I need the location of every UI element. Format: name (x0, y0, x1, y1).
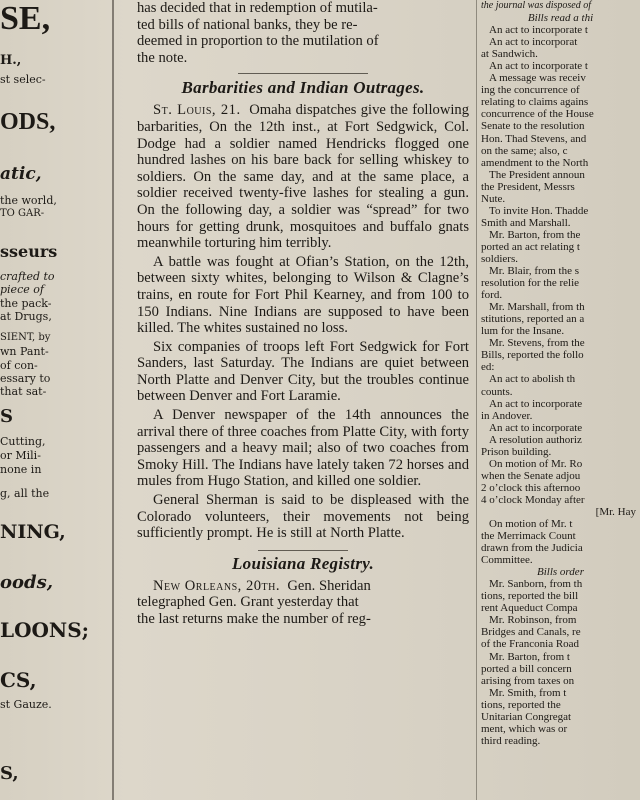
section-divider (238, 73, 368, 74)
dateline: St. Louis, 21. (153, 102, 241, 119)
right-column-line: An act to incorporat (489, 36, 578, 49)
right-column-line: tions, reported the bill (481, 590, 579, 603)
left-column-fragment (0, 0, 104, 800)
left-heading-6: NING, (0, 521, 66, 543)
article-headline: Barbarities and Indian Outrages. (181, 78, 425, 98)
right-column-line: Senate to the resolution (481, 120, 585, 133)
middle-column (137, 0, 469, 800)
right-column-line: relating to claims agains (481, 96, 589, 109)
intro-line: has decided that in redemption of mutila- (137, 0, 378, 16)
left-line: essary to (0, 372, 51, 385)
right-column-line: Mr. Smith, from t (489, 686, 567, 699)
right-column-line: the President, Messrs (481, 180, 575, 193)
left-line: g, all the (0, 487, 50, 500)
left-line: the pack- (0, 297, 52, 310)
right-column-line: Mr. Sanborn, from th (489, 578, 583, 591)
right-column-line: To invite Hon. Thadde (489, 204, 589, 217)
right-column-line: at Sandwich. (481, 48, 538, 61)
right-column-line: Mr. Stevens, from the (489, 337, 585, 350)
left-line: Cutting, (0, 435, 46, 448)
left-heading-5: S (0, 406, 13, 427)
article-paragraph: A battle was fought at Ofian’s Station, on the 12th, between sixty whites, belonging to Wilson & Clagne’s trains, en route for Fort Phil Kearney, and from 100 to 150 Indians. Nine Indians are supposed to have been killed. The whites sustained no loss. (137, 253, 469, 337)
right-column-line: concurrence of the House (481, 108, 594, 121)
right-column-line: Prison building. (481, 445, 552, 458)
right-column-line: lum for the Insane. (481, 325, 565, 338)
intro-continuation (137, 0, 469, 66)
article-line: telegraphed Gen. Grant yesterday that (137, 594, 359, 611)
right-column-line: [Mr. Hay (595, 505, 636, 518)
right-column-line: ing the concurrence of (481, 84, 580, 97)
article-paragraph (137, 578, 469, 595)
right-column-line: 4 o’clock Monday after (481, 493, 585, 506)
right-column-line: arising from taxes on (481, 674, 575, 687)
right-column-line: Nute. (481, 192, 506, 205)
left-heading-10: S, (0, 763, 19, 784)
article-paragraph: General Sherman is said to be displeased with the Colorado volunteers, their movements not being sufficiently prompt. He is still at North Platte. (137, 492, 469, 542)
right-column-line: A message was receiv (489, 72, 586, 85)
right-column-line: ed: (481, 361, 495, 374)
right-column-line: the journal was disposed of (481, 0, 592, 11)
left-line: or Mili- (0, 449, 41, 462)
article-paragraph: Six companies of troops left Fort Sedgwick for Fort Sanders, last Saturday. The Indians are quiet between North Platte and Denver City, but the troubles continue between Denver and Fort Laramie. (137, 338, 469, 405)
right-column-fragment (481, 0, 640, 800)
right-column-line: when the Senate adjou (481, 469, 581, 482)
right-column-line: An act to incorporate (489, 421, 583, 434)
column-rule (112, 0, 114, 800)
right-column-line: ment, which was or (481, 722, 568, 735)
left-line: of con- (0, 359, 38, 372)
left-line: that sat- (0, 385, 47, 398)
left-line: at Drugs, (0, 310, 52, 323)
left-heading-2: ODS, (0, 109, 56, 135)
right-column-line: on the same; also, c (481, 144, 568, 157)
paragraph-text: Gen. Sheridan (287, 577, 371, 594)
right-column-line: counts. (481, 385, 513, 398)
right-column-line: The President announ (489, 168, 585, 181)
right-column-line: Smith and Marshall. (481, 216, 571, 229)
right-column-line: A resolution authoriz (489, 433, 582, 446)
right-column-line: drawn from the Judicia (481, 542, 583, 555)
left-line: st selec- (0, 73, 46, 86)
column-rule (476, 0, 477, 800)
right-column-line: Mr. Barton, from t (489, 650, 570, 663)
right-column-line: ported a bill concern (481, 662, 572, 675)
right-column-line: Unitarian Congregat (481, 710, 572, 723)
left-heading-8: LOONS; (0, 618, 90, 642)
right-column-line: On motion of Mr. t (489, 518, 573, 531)
right-column-line: On motion of Mr. Ro (489, 457, 583, 470)
left-heading-1: SE, (0, 0, 51, 37)
section-divider (258, 550, 348, 551)
right-column-line: Mr. Blair, from the s (489, 265, 579, 278)
right-column-line: resolution for the relie (481, 277, 580, 290)
right-column-line: in Andover. (481, 409, 533, 422)
right-column-line: amendment to the North (481, 156, 589, 169)
right-column-line: Bills order (537, 566, 584, 579)
right-column-line: An act to abolish th (489, 373, 576, 386)
left-heading-7: oods, (0, 572, 53, 593)
left-line: st Gauze. (0, 698, 52, 711)
right-column-line: Hon. Thad Stevens, and (481, 132, 587, 145)
article-line: the last returns make the number of reg- (137, 611, 371, 627)
right-column-line: Bills, reported the follo (481, 349, 584, 362)
right-column-line: Bills read a thi (527, 12, 594, 25)
left-heading-9: CS, (0, 668, 37, 692)
intro-line: ted bills of national banks, they be re- (137, 16, 358, 33)
right-column-line: of the Franconia Road (481, 638, 580, 651)
right-column-line: rent Aqueduct Compa (481, 602, 578, 615)
left-line: SIENT, by (0, 332, 51, 343)
right-column-line: Bridges and Canals, re (481, 626, 581, 639)
intro-line: deemed in proportion to the mutilation of (137, 33, 379, 50)
right-column-line: stitutions, reported an a (481, 313, 585, 326)
paragraph-text: Omaha dispatches give the following barbarities, On the 12th inst., at Fort Sedgwick, Col. Dodge had a soldier named Hendricks flogged one hundred lashes on his bare back for selling whiskey to soldiers. On the same day, and at the same place, a soldier received twenty-five lashes for stealing a gun. On the following day, a soldier was “spread” for two hours for getting drunk, mosquitoes and buffalo gnats meanwhile torturing him terribly. (137, 102, 469, 252)
article-headline: Louisiana Registry. (231, 553, 375, 573)
article-paragraph: A Denver newspaper of the 14th announces the arrival there of three coaches from Platte City, with forty passengers and a heavy mail; also of two coaches from Smoky Hill. The Indians have lately taken 72 horses and mules from Hugo Station, and killed one soldier. (137, 407, 469, 490)
right-column-line: tions, reported the (481, 698, 561, 711)
left-line: H., (0, 53, 22, 68)
right-column-line: Mr. Barton, from the (489, 228, 581, 241)
intro-line: the note. (137, 49, 188, 66)
right-column-line: An act to incorporate t (489, 60, 588, 73)
right-column-line: An act to incorporate t (489, 24, 588, 37)
right-column-line: Mr. Marshall, from th (489, 301, 585, 314)
left-line: wn Pant- (0, 345, 49, 358)
right-column-line: the Merrimack Count (481, 530, 576, 543)
right-column-line: third reading. (481, 734, 541, 747)
right-column-line: Mr. Robinson, from (489, 614, 577, 627)
right-column-line: soldiers. (481, 252, 518, 265)
left-line: piece of (0, 283, 44, 296)
right-column-line: 2 o’clock this afternoo (481, 481, 581, 494)
left-heading-4: sseurs (0, 242, 58, 261)
right-column-line: Committee. (481, 554, 533, 567)
right-column-line: An act to incorporate (489, 397, 583, 410)
left-line: none in (0, 463, 42, 476)
right-column-line: ford. (481, 289, 503, 302)
left-line: TO GAR- (0, 208, 45, 219)
dateline: New Orleans, 20th. (153, 577, 281, 594)
left-line: the world, (0, 194, 57, 207)
right-column-line: ported an act relating t (481, 240, 580, 253)
left-line: crafted to (0, 270, 55, 283)
left-heading-3: atic, (0, 164, 42, 184)
article-paragraph (137, 102, 469, 251)
